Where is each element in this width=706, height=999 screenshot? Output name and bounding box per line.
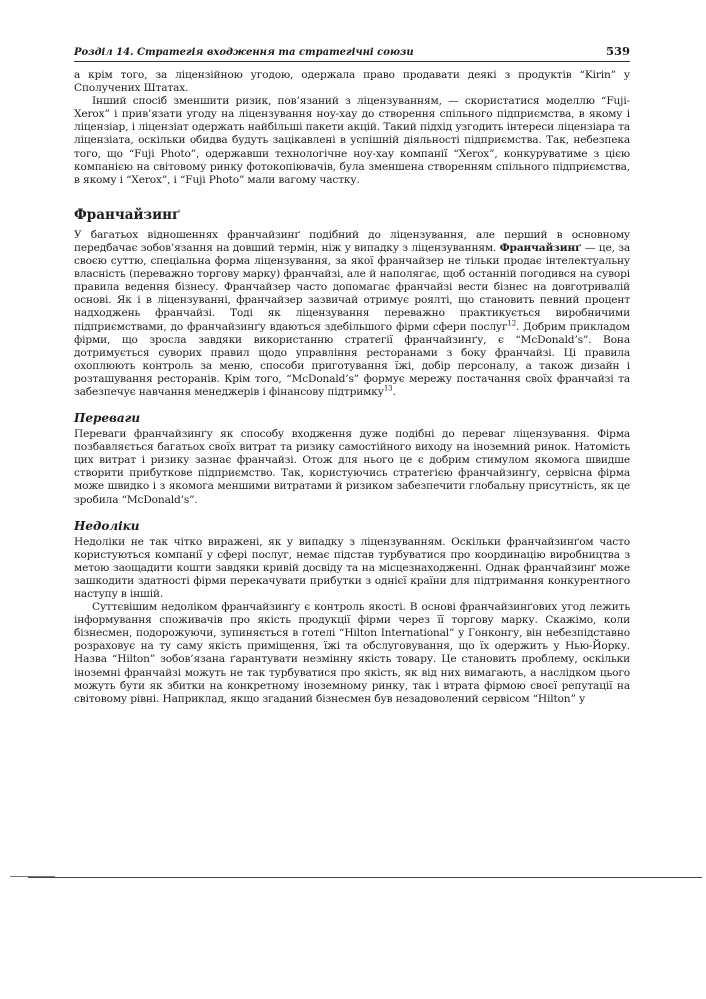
franchising-text-c: . Добрим прикладом фірми, що зросла завдяки використанню стратегії франчайзинґу, є “McDonald’s”. Вона дотримується суворих правил щодо управління ресторанами з боку франчайзі. Ці правила охоплюють контроль за меню, способи приготування їжі, добір персоналу, а також дизайн і розташування ресторанів. Крім того, “McDonald’s” формує мережу постачання своїх франчайзі та забезпечує навчання менеджерів і фінансову підтримку	[74, 320, 630, 398]
advantages-paragraph: Переваги франчайзинґу як способу входження дуже подібні до переваг ліцензування. Фірма позбавляється багатьох своїх витрат та ризику самостійного виходу на іноземний ринок. Натомість цих витрат і ризику зазнає франчайзі. Отож для нього це є добрим стимулом якомога швидше створити прибуткове підприємство. Так, користуючись стратегією франчайзинґу, сервісна фірма може швидко і з якомога меншими витратами й ризиком забезпечити глобальну присутність, як це зробила “McDonald’s”.	[74, 428, 630, 506]
footnote-ref-12: 12	[507, 318, 516, 327]
chapter-title: Розділ 14. Стратегія входження та стратегічні союзи	[74, 47, 414, 58]
book-page	[74, 44, 630, 706]
disadvantages-paragraph-2: Суттєвішим недоліком франчайзинґу є контроль якості. В основі франчайзинґових угод лежить інформування споживачів про якість продукції фірми через її торгову марку. Скажімо, коли бізнесмен, подорожуючи, зупиняється в готелі “Hilton International” у Гонконгу, він небезпідставно розраховує на ту саму якість приміщення, їжі та обслуговування, що їх одержить у Нью-Йорку. Назва “Hilton” зобов’язана ґарантувати незмінну якість товару. Це становить проблему, оскільки іноземні франчайзі можуть не так турбуватися про якість, як від них вимагають, а наслідком цього можуть бути як збитки на конкретному іноземному ринку, так і втрата фірмою своєї репутації на світовому рівні. Наприклад, якщо згаданий бізнесмен був незадоволений сервісом “Hilton” у	[74, 601, 630, 705]
franchising-text-d: .	[392, 385, 396, 398]
section-heading-franchising: Франчайзинґ	[74, 206, 181, 223]
subheading-disadvantages: Недоліки	[74, 518, 140, 533]
intro-paragraph-2: Інший спосіб зменшити ризик, пов’язаний з ліцензуванням, — скористатися моделлю “Fuji-Xerox” і прив’язати угоду на ліцензування ноу-хау до створення спільного підприємства, в якому і ліцензіар, і ліцензіат одержать найбільші пакети акцій. Такий підхід узгодить інтереси ліцензіара та ліцензіата, оскільки обидва будуть зацікавлені в успішній діяльності підприємства. Так, небезпека того, що “Fuji Photo”, одержавши технологічне ноу-хау компанії “Xerox”, конкуруватиме з цією компанією на світовому ринку фотокопіювачів, була зменшена створенням спільного підприємства, в якому і “Xerox”, і “Fuji Photo” мали вагому частку.	[74, 95, 630, 186]
franchising-term: Франчайзинґ	[499, 241, 582, 254]
franchising-text-b: — це, за своєю суттю, спеціальна форма ліцензування, за якої франчайзер не тільки продає інтелектуальну власність (переважно торгову марку) франчайзі, але й наполягає, щоб останній погодився на суворі правила ведення бізнесу. Франчайзер часто допомагає франчайзі вести бізнес на довготривалій основі. Як і в ліцензуванні, франчайзер зазвичай отримує роялті, що становить певний процент надходжень франчайзі. Тоді як ліцензування переважно практикується виробничими підприємствами, до франчайзинґу вдаються здебільшого фірми сфери послуг	[74, 241, 631, 333]
disadvantages-paragraph-1: Недоліки не так чітко виражені, як у випадку з ліцензуванням. Оскільки франчайзинґом часто користуються компанії у сфері послуг, немає підстав турбуватися про координацію виробництва з метою заощадити кошти завдяки кривій досвіду та на місцезнаходженні. Однак франчайзинґ може зашкодити здатності фірми перекачувати прибутки з однієї країни для підтримання конкурентного наступу в іншій.	[74, 535, 630, 600]
bottom-rule	[28, 877, 702, 878]
franchising-paragraph	[74, 229, 630, 399]
footnote-ref-13: 13	[383, 384, 393, 393]
running-head	[74, 44, 630, 62]
page-number: 539	[605, 44, 630, 58]
subheading-advantages: Переваги	[74, 411, 141, 426]
franchising-text-a: У багатьох відношеннях франчайзинґ подібний до ліцензування, але перший в основному передбачає зобов’язання на довший термін, ніж у випадку з ліцензуванням.	[74, 228, 630, 254]
intro-paragraph-1: а крім того, за ліцензійною угодою, одержала право продавати деякі з продуктів “Kirin” у Сполучених Штатах.	[74, 69, 630, 95]
